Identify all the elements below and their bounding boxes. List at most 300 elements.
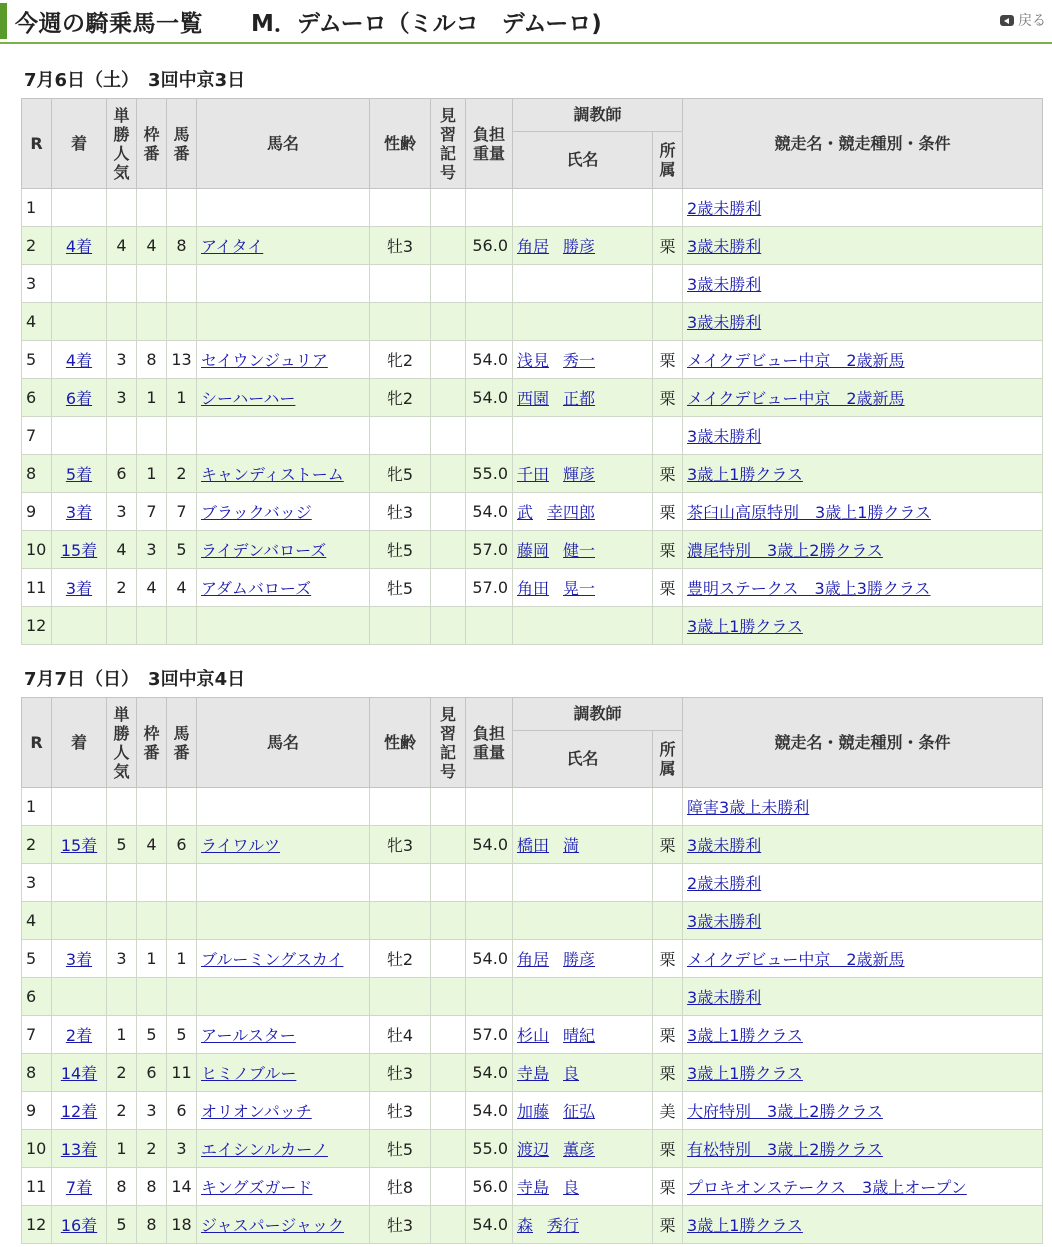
affiliation-cell (653, 417, 683, 455)
finish-cell (52, 455, 107, 493)
frame-cell: 2 (137, 1130, 167, 1168)
horse-cell (197, 788, 370, 826)
race-link[interactable]: 障害3歳上未勝利 (687, 798, 810, 817)
frame-cell (137, 607, 167, 645)
race-link[interactable]: 2歳未勝利 (687, 874, 762, 893)
blinker-cell (431, 864, 466, 902)
race-number: 2 (22, 227, 52, 265)
blinker-cell (431, 493, 466, 531)
horse-number-cell (167, 265, 197, 303)
trainer-cell (513, 1130, 653, 1168)
frame-cell: 4 (137, 569, 167, 607)
affiliation-cell: 栗 (653, 227, 683, 265)
trainer-cell (513, 978, 653, 1016)
race-link[interactable]: 豊明ステークス 3歳上3勝クラス (687, 579, 931, 598)
finish-link[interactable]: 16着 (60, 1216, 98, 1235)
race-number: 7 (22, 1016, 52, 1054)
popularity-cell (107, 189, 137, 227)
horse-number-cell: 5 (167, 531, 197, 569)
sex-age-cell: 牡2 (370, 940, 431, 978)
finish-cell (52, 265, 107, 303)
finish-link[interactable]: 5着 (65, 465, 93, 484)
race-link[interactable]: 2歳未勝利 (687, 199, 762, 218)
weight-cell: 57.0 (466, 1016, 513, 1054)
table-row (22, 1092, 1043, 1130)
frame-cell: 3 (137, 1092, 167, 1130)
sex-age-cell: 牝5 (370, 455, 431, 493)
race-link[interactable]: 3歳未勝利 (687, 313, 762, 332)
trainer-link[interactable]: 渡辺 薫彦 (517, 1140, 596, 1159)
race-link[interactable]: 3歳上1勝クラス (687, 617, 803, 636)
race-number: 12 (22, 1206, 52, 1244)
col-popularity: 単 勝 人 気 (107, 698, 137, 788)
finish-cell (52, 1206, 107, 1244)
horse-cell (197, 1206, 370, 1244)
col-r: R (22, 99, 52, 189)
frame-cell (137, 978, 167, 1016)
finish-cell (52, 379, 107, 417)
finish-link[interactable]: 14着 (60, 1064, 98, 1083)
finish-link[interactable]: 3着 (65, 950, 93, 969)
trainer-link[interactable]: 森 秀行 (517, 1216, 580, 1235)
frame-cell: 5 (137, 1016, 167, 1054)
horse-number-cell (167, 303, 197, 341)
race-cell (683, 1206, 1043, 1244)
weight-cell: 54.0 (466, 341, 513, 379)
popularity-cell: 6 (107, 455, 137, 493)
trainer-link[interactable]: 西園 正都 (517, 389, 596, 408)
finish-link[interactable]: 4着 (65, 351, 93, 370)
race-number: 1 (22, 788, 52, 826)
race-rows (22, 189, 1043, 645)
frame-cell (137, 303, 167, 341)
trainer-cell (513, 1206, 653, 1244)
race-number: 9 (22, 493, 52, 531)
table-row (22, 940, 1043, 978)
horse-cell (197, 1168, 370, 1206)
trainer-link[interactable]: 角田 晃一 (517, 579, 596, 598)
race-number: 6 (22, 379, 52, 417)
table-row (22, 569, 1043, 607)
sex-age-cell (370, 417, 431, 455)
affiliation-cell: 栗 (653, 1168, 683, 1206)
finish-link[interactable]: 15着 (60, 541, 98, 560)
sex-age-cell: 牡3 (370, 1054, 431, 1092)
race-rows (22, 788, 1043, 1244)
back-button[interactable] (1000, 10, 1046, 30)
trainer-cell (513, 493, 653, 531)
affiliation-cell: 栗 (653, 1206, 683, 1244)
blinker-cell (431, 788, 466, 826)
race-number: 5 (22, 341, 52, 379)
horse-number-cell (167, 978, 197, 1016)
race-link[interactable]: メイクデビュー中京 2歳新馬 (687, 351, 905, 370)
blinker-cell (431, 569, 466, 607)
weight-cell: 54.0 (466, 493, 513, 531)
trainer-link[interactable]: 橋田 満 (517, 836, 580, 855)
weight-cell: 57.0 (466, 531, 513, 569)
popularity-cell: 2 (107, 1054, 137, 1092)
horse-number-cell: 14 (167, 1168, 197, 1206)
weight-cell (466, 303, 513, 341)
race-cell (683, 569, 1043, 607)
horse-link[interactable]: シーハーハー (201, 389, 296, 408)
race-link[interactable]: 3歳未勝利 (687, 237, 762, 256)
horse-link[interactable]: アールスター (201, 1026, 296, 1045)
col-finish: 着 (52, 99, 107, 189)
horse-cell (197, 455, 370, 493)
finish-cell (52, 341, 107, 379)
race-cell (683, 607, 1043, 645)
blinker-cell (431, 1206, 466, 1244)
back-label: 戻る (1018, 13, 1046, 29)
affiliation-cell (653, 189, 683, 227)
horse-cell (197, 826, 370, 864)
horse-cell (197, 341, 370, 379)
race-table (21, 98, 1043, 645)
col-r: R (22, 698, 52, 788)
weight-cell: 57.0 (466, 569, 513, 607)
col-trainer-name: 氏名 (513, 731, 653, 788)
sex-age-cell: 牡3 (370, 493, 431, 531)
sex-age-cell (370, 303, 431, 341)
trainer-cell (513, 788, 653, 826)
col-horse-no: 馬 番 (167, 99, 197, 189)
frame-cell: 7 (137, 493, 167, 531)
race-cell (683, 493, 1043, 531)
sex-age-cell: 牡3 (370, 227, 431, 265)
col-trainer-name: 氏名 (513, 132, 653, 189)
finish-cell (52, 1054, 107, 1092)
race-cell (683, 1130, 1043, 1168)
race-number: 10 (22, 1130, 52, 1168)
horse-cell (197, 493, 370, 531)
horse-link[interactable]: ライワルツ (201, 836, 281, 855)
race-link[interactable]: 茶臼山高原特別 3歳上1勝クラス (687, 503, 931, 522)
col-blinker: 見 習 記 号 (431, 698, 466, 788)
finish-cell (52, 940, 107, 978)
horse-link[interactable]: ヒミノブルー (201, 1064, 297, 1083)
trainer-cell (513, 902, 653, 940)
col-sex-age: 性齢 (370, 99, 431, 189)
weight-cell: 54.0 (466, 1092, 513, 1130)
horse-link[interactable]: アイタイ (201, 237, 264, 256)
horse-link[interactable]: ジャスパージャック (201, 1216, 345, 1235)
horse-link[interactable]: ブルーミングスカイ (201, 950, 344, 969)
frame-cell: 1 (137, 455, 167, 493)
sex-age-cell: 牡5 (370, 569, 431, 607)
race-number: 3 (22, 265, 52, 303)
weight-cell (466, 417, 513, 455)
day-heading: 7月7日（日） 3回中京4日 (24, 669, 246, 690)
col-popularity: 単 勝 人 気 (107, 99, 137, 189)
trainer-link[interactable]: 藤岡 健一 (517, 541, 596, 560)
col-affiliation: 所 属 (653, 132, 683, 189)
race-link[interactable]: プロキオンステークス 3歳上オープン (687, 1178, 967, 1197)
trainer-link[interactable]: 千田 輝彦 (517, 465, 596, 484)
blinker-cell (431, 417, 466, 455)
weight-cell (466, 189, 513, 227)
race-cell (683, 265, 1043, 303)
race-link[interactable]: 有松特別 3歳上2勝クラス (687, 1140, 883, 1159)
popularity-cell (107, 607, 137, 645)
finish-link[interactable]: 4着 (65, 237, 93, 256)
col-trainer: 調教師 (513, 698, 683, 731)
trainer-cell (513, 1168, 653, 1206)
finish-cell (52, 569, 107, 607)
horse-cell (197, 1130, 370, 1168)
sex-age-cell: 牡3 (370, 1092, 431, 1130)
weight-cell (466, 788, 513, 826)
affiliation-cell: 栗 (653, 1130, 683, 1168)
sex-age-cell (370, 265, 431, 303)
frame-cell: 4 (137, 227, 167, 265)
finish-link[interactable]: 2着 (65, 1026, 93, 1045)
horse-link[interactable]: エイシンルカーノ (201, 1140, 328, 1159)
horse-link[interactable]: アダムバローズ (201, 579, 312, 598)
finish-link[interactable]: 15着 (60, 836, 98, 855)
frame-cell: 6 (137, 1054, 167, 1092)
finish-link[interactable]: 6着 (65, 389, 93, 408)
race-cell (683, 455, 1043, 493)
blinker-cell (431, 341, 466, 379)
race-number: 10 (22, 531, 52, 569)
sex-age-cell: 牡4 (370, 1016, 431, 1054)
finish-link[interactable]: 3着 (65, 579, 93, 598)
trainer-link[interactable]: 武 幸四郎 (517, 503, 596, 522)
sex-age-cell: 牡3 (370, 1206, 431, 1244)
frame-cell: 3 (137, 531, 167, 569)
race-number: 4 (22, 303, 52, 341)
race-cell (683, 1016, 1043, 1054)
finish-link[interactable]: 7着 (65, 1178, 93, 1197)
horse-number-cell: 3 (167, 1130, 197, 1168)
trainer-link[interactable]: 浅見 秀一 (517, 351, 596, 370)
horse-cell (197, 189, 370, 227)
race-number: 7 (22, 417, 52, 455)
table-row (22, 189, 1043, 227)
popularity-cell: 5 (107, 826, 137, 864)
affiliation-cell: 栗 (653, 493, 683, 531)
popularity-cell (107, 978, 137, 1016)
weight-cell: 54.0 (466, 826, 513, 864)
horse-number-cell (167, 417, 197, 455)
horse-link[interactable]: ライデンバローズ (201, 541, 327, 560)
finish-cell (52, 417, 107, 455)
frame-cell (137, 902, 167, 940)
horse-number-cell: 8 (167, 227, 197, 265)
race-link[interactable]: 3歳上1勝クラス (687, 1216, 803, 1235)
race-link[interactable]: 3歳未勝利 (687, 275, 762, 294)
col-frame: 枠 番 (137, 99, 167, 189)
trainer-cell (513, 379, 653, 417)
finish-link[interactable]: 3着 (65, 503, 93, 522)
trainer-link[interactable]: 角居 勝彦 (517, 237, 596, 256)
race-cell (683, 531, 1043, 569)
trainer-link[interactable]: 角居 勝彦 (517, 950, 596, 969)
affiliation-cell: 栗 (653, 940, 683, 978)
blinker-cell (431, 455, 466, 493)
trainer-link[interactable]: 寺島 良 (517, 1178, 580, 1197)
affiliation-cell: 栗 (653, 341, 683, 379)
horse-number-cell (167, 189, 197, 227)
race-link[interactable]: 大府特別 3歳上2勝クラス (687, 1102, 883, 1121)
finish-cell (52, 1092, 107, 1130)
page-title: 今週の騎乗馬一覧 (15, 10, 203, 37)
horse-number-cell: 1 (167, 940, 197, 978)
col-horse: 馬名 (197, 698, 370, 788)
horse-cell (197, 531, 370, 569)
col-weight: 負担 重量 (466, 99, 513, 189)
weight-cell: 54.0 (466, 1054, 513, 1092)
table-row (22, 788, 1043, 826)
table-row (22, 864, 1043, 902)
popularity-cell: 1 (107, 1130, 137, 1168)
trainer-link[interactable]: 寺島 良 (517, 1064, 580, 1083)
blinker-cell (431, 1054, 466, 1092)
race-link[interactable]: 3歳未勝利 (687, 427, 762, 446)
horse-cell (197, 417, 370, 455)
horse-number-cell: 6 (167, 826, 197, 864)
finish-link[interactable]: 13着 (60, 1140, 98, 1159)
popularity-cell: 3 (107, 379, 137, 417)
race-number: 8 (22, 1054, 52, 1092)
blinker-cell (431, 189, 466, 227)
trainer-cell (513, 265, 653, 303)
horse-link[interactable]: ブラックバッジ (201, 503, 312, 522)
horse-link[interactable]: セイウンジュリア (201, 351, 328, 370)
popularity-cell (107, 902, 137, 940)
horse-number-cell: 1 (167, 379, 197, 417)
horse-link[interactable]: キャンディストーム (201, 465, 344, 484)
finish-cell (52, 1130, 107, 1168)
horse-number-cell: 13 (167, 341, 197, 379)
horse-cell (197, 607, 370, 645)
sex-age-cell (370, 864, 431, 902)
table-row (22, 1130, 1043, 1168)
trainer-cell (513, 1092, 653, 1130)
horse-cell (197, 227, 370, 265)
popularity-cell (107, 303, 137, 341)
blinker-cell (431, 227, 466, 265)
trainer-link[interactable]: 杉山 晴紀 (517, 1026, 596, 1045)
popularity-cell: 3 (107, 940, 137, 978)
horse-number-cell: 18 (167, 1206, 197, 1244)
frame-cell: 8 (137, 1206, 167, 1244)
popularity-cell: 3 (107, 341, 137, 379)
horse-cell (197, 265, 370, 303)
race-link[interactable]: メイクデビュー中京 2歳新馬 (687, 389, 905, 408)
horse-number-cell: 7 (167, 493, 197, 531)
race-cell (683, 902, 1043, 940)
col-race: 競走名・競走種別・条件 (683, 99, 1043, 189)
horse-link[interactable]: オリオンパッチ (201, 1102, 312, 1121)
finish-link[interactable]: 12着 (60, 1102, 98, 1121)
affiliation-cell: 栗 (653, 1054, 683, 1092)
table-row (22, 978, 1043, 1016)
race-number: 1 (22, 189, 52, 227)
trainer-cell (513, 189, 653, 227)
weight-cell: 54.0 (466, 1206, 513, 1244)
blinker-cell (431, 265, 466, 303)
sex-age-cell: 牝2 (370, 341, 431, 379)
blinker-cell (431, 1016, 466, 1054)
col-finish: 着 (52, 698, 107, 788)
race-days (0, 66, 1052, 1244)
race-number: 6 (22, 978, 52, 1016)
race-link[interactable]: メイクデビュー中京 2歳新馬 (687, 950, 905, 969)
race-cell (683, 379, 1043, 417)
race-link[interactable]: 3歳上1勝クラス (687, 1064, 803, 1083)
table-row (22, 607, 1043, 645)
race-number: 3 (22, 864, 52, 902)
race-cell (683, 788, 1043, 826)
table-row (22, 1206, 1043, 1244)
table-row (22, 493, 1043, 531)
finish-cell (52, 189, 107, 227)
horse-cell (197, 379, 370, 417)
trainer-cell (513, 303, 653, 341)
affiliation-cell (653, 265, 683, 303)
sex-age-cell (370, 978, 431, 1016)
race-link[interactable]: 3歳未勝利 (687, 912, 762, 931)
weight-cell: 56.0 (466, 227, 513, 265)
frame-cell (137, 417, 167, 455)
affiliation-cell: 栗 (653, 569, 683, 607)
trainer-link[interactable]: 加藤 征弘 (517, 1102, 596, 1121)
race-cell (683, 189, 1043, 227)
popularity-cell: 1 (107, 1016, 137, 1054)
col-affiliation: 所 属 (653, 731, 683, 788)
race-cell (683, 826, 1043, 864)
table-row (22, 1054, 1043, 1092)
popularity-cell (107, 417, 137, 455)
table-row (22, 1168, 1043, 1206)
weight-cell (466, 607, 513, 645)
table-row (22, 303, 1043, 341)
table-row (22, 531, 1043, 569)
trainer-cell (513, 864, 653, 902)
horse-link[interactable]: キングズガード (201, 1178, 313, 1197)
col-horse-no: 馬 番 (167, 698, 197, 788)
popularity-cell: 8 (107, 1168, 137, 1206)
affiliation-cell (653, 303, 683, 341)
race-link[interactable]: 3歳未勝利 (687, 836, 762, 855)
horse-number-cell: 5 (167, 1016, 197, 1054)
horse-cell (197, 1016, 370, 1054)
back-arrow-icon (1000, 15, 1014, 26)
sex-age-cell (370, 788, 431, 826)
race-link[interactable]: 3歳上1勝クラス (687, 1026, 803, 1045)
header-accent-bar (0, 3, 7, 39)
frame-cell: 8 (137, 1168, 167, 1206)
race-link[interactable]: 3歳未勝利 (687, 988, 762, 1007)
popularity-cell (107, 788, 137, 826)
horse-number-cell (167, 607, 197, 645)
race-link[interactable]: 濃尾特別 3歳上2勝クラス (687, 541, 883, 560)
blinker-cell (431, 1092, 466, 1130)
affiliation-cell: 栗 (653, 826, 683, 864)
horse-number-cell (167, 788, 197, 826)
race-cell (683, 417, 1043, 455)
race-link[interactable]: 3歳上1勝クラス (687, 465, 803, 484)
table-row (22, 379, 1043, 417)
finish-cell (52, 531, 107, 569)
col-frame: 枠 番 (137, 698, 167, 788)
table-row (22, 455, 1043, 493)
trainer-cell (513, 531, 653, 569)
race-table (21, 697, 1043, 1244)
